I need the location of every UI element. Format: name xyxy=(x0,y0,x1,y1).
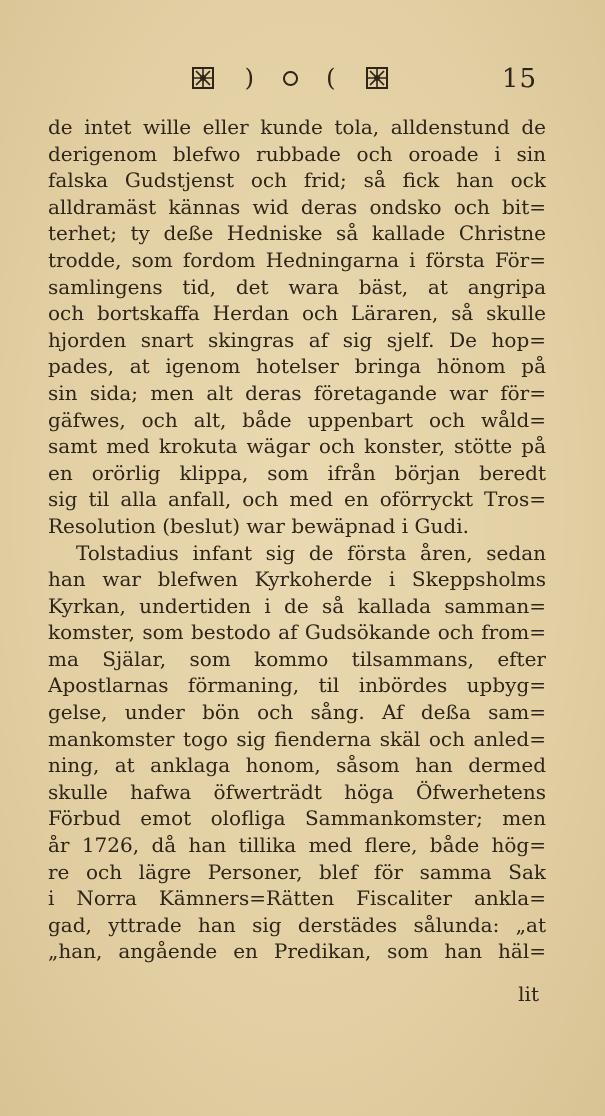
text-line: ma Själar, som kommo tilsammans, efter xyxy=(48,646,546,671)
text-line: mankomster togo sig fienderna skäl och anled= xyxy=(48,726,546,751)
text-line: alldramäst kännas wid deras ondsko och bit= xyxy=(48,194,546,219)
text-line: samt med krokuta wägar och konster, stötte på xyxy=(48,434,546,459)
text-line: gelse, under bön och sång. Af deßa sam= xyxy=(48,700,546,725)
text-line: och bortskaffa Herdan och Läraren, så skulle xyxy=(48,301,546,326)
text-line: Resolution (beslut) war bewäpnad i Gudi. xyxy=(48,513,469,538)
text-line: komster, som bestodo af Gudsökande och from= xyxy=(48,620,546,645)
text-line: de intet wille eller kunde tola, alldenstund de xyxy=(48,115,546,139)
text-line: falska Gudstjenst och frid; så fick han ock xyxy=(48,168,546,193)
page-header xyxy=(0,58,605,98)
text-line: skulle hafwa öfwerträdt höga Öfwerhetens xyxy=(48,779,546,804)
text-line: trodde, som fordom Hedningarna i första För= xyxy=(48,247,546,272)
text-line: sin sida; men alt deras företagande war för= xyxy=(48,380,546,405)
header-ornament xyxy=(190,58,390,98)
text-line: terhet; ty deße Hedniske så kallade Christne xyxy=(48,221,546,246)
fleuron-icon xyxy=(364,65,390,91)
text-line: i Norra Kämners=Rätten Fiscaliter ankla= xyxy=(48,886,546,911)
text-line: gäfwes, och alt, både uppenbart och wåld= xyxy=(48,407,546,432)
text-line: en orörlig klippa, som ifrån början beredt xyxy=(48,460,546,485)
text-line: pades, at igenom hotelser bringa hönom på xyxy=(48,354,546,379)
fleuron-icon xyxy=(190,65,216,91)
page-number: 15 xyxy=(501,64,537,94)
text-line: Kyrkan, undertiden i de så kallada samman= xyxy=(48,593,546,618)
ornament-circle-icon xyxy=(283,71,298,86)
text-line: Tolstadius infant sig de första åren, sedan xyxy=(76,540,546,565)
text-line: år 1726, då han tillika med flere, både hög= xyxy=(48,833,546,858)
text-line: Apostlarnas förmaning, til inbördes upbyg= xyxy=(48,673,546,698)
ornament-paren-left: ( xyxy=(326,64,336,92)
text-line: hjorden snart skingras af sig sjelf. De hop= xyxy=(48,327,546,352)
text-line: „han, angående en Predikan, som han häl= xyxy=(48,939,546,964)
text-line: samlingens tid, det wara bäst, at angripa xyxy=(48,274,546,299)
text-line: Förbud emot olofliga Sammankomster; men xyxy=(48,806,546,831)
text-line: sig til alla anfall, och med en oförryckt Tros= xyxy=(48,487,546,512)
text-line: ning, at anklaga honom, såsom han dermed xyxy=(48,753,546,778)
text-line: gad, yttrade han sig derstädes sålunda: „at xyxy=(48,912,546,937)
text-line: derigenom blefwo rubbade och oroade i sin xyxy=(48,141,546,166)
catchword: lit xyxy=(518,982,539,1006)
text-line: han war blefwen Kyrkoherde i Skeppsholms xyxy=(48,567,546,592)
body-text xyxy=(48,114,546,965)
ornament-paren-right: ) xyxy=(244,64,254,92)
text-line: re och lägre Personer, blef för samma Sak xyxy=(48,859,546,884)
